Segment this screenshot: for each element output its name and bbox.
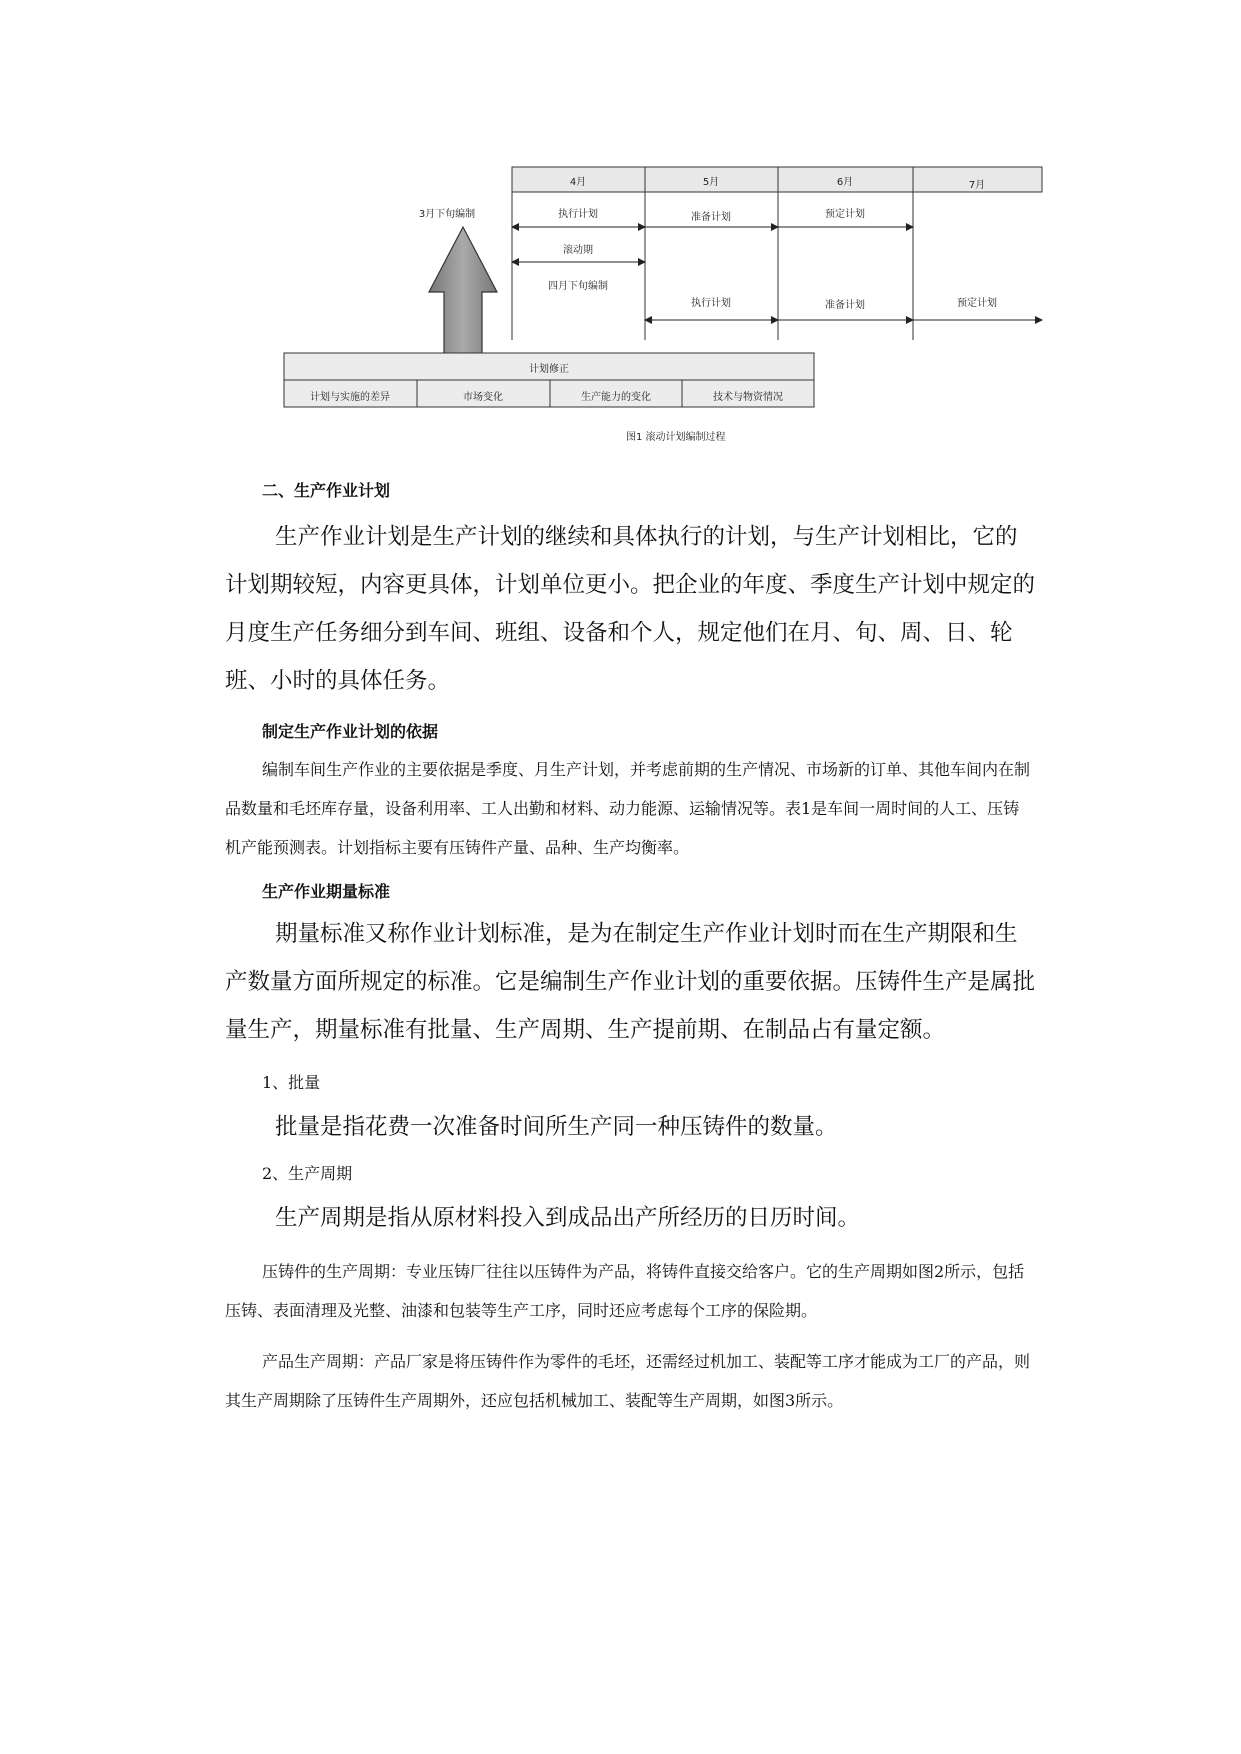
arrow-label: 3月下旬编制 xyxy=(418,209,476,220)
rolling-plan-figure xyxy=(0,0,1241,460)
month-6: 6月 xyxy=(836,177,854,188)
document-body xyxy=(225,478,1035,1420)
correction-diff: 计划与实施的差异 xyxy=(310,392,390,403)
row4-plan: 预定计划 xyxy=(957,298,997,309)
month-7: 7月 xyxy=(968,180,986,191)
row1-plan: 预定计划 xyxy=(825,209,865,220)
rolling-period: 滚动期 xyxy=(563,245,593,256)
product-cycle-paragraph: 产品生产周期：产品厂家是将压铸件作为零件的毛坯，还需经过机加工、装配等工序才能成为工厂的产品，则其生产周期除了压铸件生产周期外，还应包括机械加工、装配等生产周期，如图3所示。 xyxy=(225,1352,1031,1410)
subsection-heading: 制定生产作业计划的依据 xyxy=(262,722,439,741)
correction-title: 计划修正 xyxy=(529,364,569,375)
month-4: 4月 xyxy=(569,177,587,188)
row1-prep: 准备计划 xyxy=(691,212,731,223)
row1-exec: 执行计划 xyxy=(558,209,598,220)
standard-paragraph: 期量标准又称作业计划标准，是为在制定生产作业计划时而在生产期限和生产数量方面所规定的标准。它是编制生产作业计划的重要依据。压铸件生产是属批量生产，期量标准有批量、生产周期、生产提前期、在制品占有量定额。 xyxy=(225,921,1036,1043)
figure-caption: 图1 滚动计划编制过程 xyxy=(626,432,726,443)
section-paragraph: 生产作业计划是生产计划的继续和具体执行的计划，与生产计划相比，它的计划期较短，内容更具体，计划单位更小。把企业的年度、季度生产计划中规定的月度生产任务细分到车间、班组、设备和个人，规定他们在月、旬、周、日、轮班、小时的具体任务。 xyxy=(225,524,1036,694)
correction-capacity: 生产能力的变化 xyxy=(581,392,651,403)
basis-paragraph: 编制车间生产作业的主要依据是季度、月生产计划，并考虑前期的生产情况、市场新的订单、其他车间内在制品数量和毛坯库存量，设备利用率、工人出勤和材料、动力能源、运输情况等。表1是车间一周时间的人工、压铸机产能预测表。计划指标主要有压铸件产量、品种、生产均衡率。 xyxy=(225,760,1031,857)
die-cycle-paragraph: 压铸件的生产周期：专业压铸厂往往以压铸件为产品，将铸件直接交给客户。它的生产周期如图2所示，包括压铸、表面清理及光整、油漆和包装等生产工序，同时还应考虑每个工序的保险期。 xyxy=(225,1262,1025,1320)
correction-tech: 技术与物资情况 xyxy=(713,392,783,403)
item-heading: 1、批量 xyxy=(262,1073,321,1092)
month-5: 5月 xyxy=(702,177,720,188)
correction-market: 市场变化 xyxy=(463,392,503,403)
item-heading: 2、生产周期 xyxy=(262,1164,353,1183)
batch-paragraph: 批量是指花费一次准备时间所生产同一种压铸件的数量。 xyxy=(275,1114,838,1140)
subsection-heading: 生产作业期量标准 xyxy=(262,882,391,901)
up-arrow-icon xyxy=(429,227,497,367)
april-compile: 四月下旬编制 xyxy=(548,281,608,292)
row4-exec: 执行计划 xyxy=(691,298,731,309)
section-heading: 二、生产作业计划 xyxy=(262,481,391,500)
row4-prep: 准备计划 xyxy=(825,300,865,311)
cycle-paragraph: 生产周期是指从原材料投入到成品出产所经历的日历时间。 xyxy=(275,1205,861,1231)
